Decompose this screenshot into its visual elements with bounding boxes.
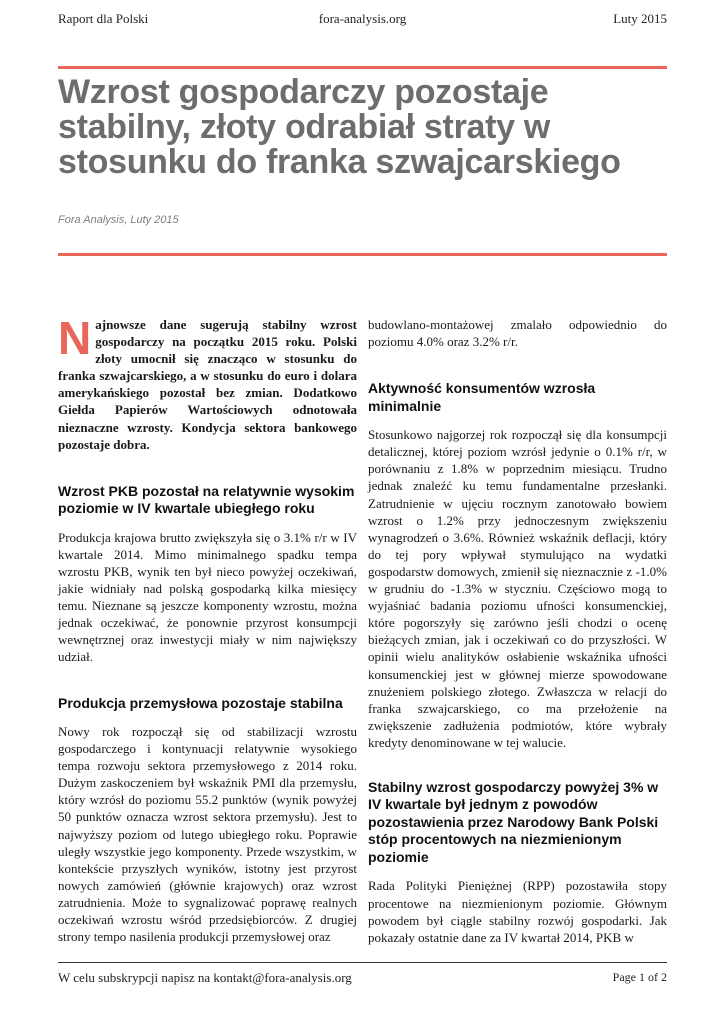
title-bottom-rule (58, 253, 667, 256)
page-title: Wzrost gospodarczy pozostaje stabilny, złoty odrabiał straty w stosunku do franka szwajcarskiego (58, 73, 621, 181)
header-report-label: Raport dla Polski (58, 11, 149, 26)
section-heading-rates: Stabilny wzrost gospodarczy powyżej 3% w IV kwartale był jednym z powodów pozostawienia przez Narodowy Bank Polski stóp procentowych na niezmienionym poziomie (368, 778, 659, 865)
section-body-industry-continued: budowlano-montażowej zmalało odpowiednio do poziomu 4.0% oraz 3.2% r/r. (368, 317, 667, 350)
section-heading-gdp: Wzrost PKB pozostał na relatywnie wysokim poziomie w IV kwartale ubiegłego roku (58, 482, 355, 517)
left-column (58, 312, 357, 945)
page-number: Page 1 of 2 (612, 970, 667, 984)
byline: Fora Analysis, Luty 2015 (58, 214, 179, 226)
header-date: Luty 2015 (613, 11, 667, 26)
section-body-industry: Nowy rok rozpoczął się od stabilizacji wzrostu gospodarczego i kontynuacji relatywnie wysokiego tempa rozwoju sektora przemysłowego z 2014 roku. Dużym zaskoczeniem był wskaźnik PMI dla przemysłu, który wzrósł do poziomu 55.2 punktów (wynik powyżej 50 punktów oznacza wzrost sektora przemysłu). Jest to najwyższy poziom od lutego ubiegłego roku. Poprawie uległy wszystkie jego komponenty. Przede wszystkim, w kontekście przyszłych wyników, istotny jest przyrost nowych zamówień (głównie krajowych) oraz wzrost zatrudnienia. Może to sygnalizować poprawę realnych oczekiwań wzrostu wśród przedsiębiorców. Z drugiej strony tempo nasilenia produkcji przemysłowej oraz (58, 724, 357, 945)
section-heading-consumers: Aktywność konsumentów wzrosła minimalnie (368, 380, 596, 414)
section-body-rates: Rada Polityki Pieniężnej (RPP) pozostawiła stopy procentowe na niezmienionym poziomie. Głównym powodem był ciągle stabilny rozwój gospodarki. Jak pokazały ostatnie dane za IV kwartał 2014, PKB w (368, 878, 667, 945)
section-body-gdp: Produkcja krajowa brutto zwiększyła się o 3.1% r/r w IV kwartale 2014. Mimo minimalnego spadku tempa wzrostu PKB, wynik ten był nieco powyżej oczekiwań, jakie widniały nad polską gospodarką kilka miesięcy temu. Nieznane są jeszcze komponenty wzrostu, można jednak oczekiwać, że ponownie przyrost konsumpcji wewnętrznej oraz inwestycji miały w nim największy udział. (58, 529, 357, 665)
lead-paragraph (58, 312, 357, 453)
section-heading-industry: Produkcja przemysłowa pozostaje stabilna (58, 694, 343, 711)
right-column (368, 316, 667, 946)
drop-cap: N (58, 312, 92, 364)
footer-rule (58, 962, 667, 963)
lead-text: ajnowsze dane sugerują stabilny wzrost gospodarczy na początku 2015 roku. Polski złoty umocnił się znacząco w stosunku do franka szwajcarskiego, a w stosunku do euro i dolara amerykańskiego pozostał bez zmian. Dodatkowo Giełda Papierów Wartościowych odnotowała nieznaczne wzrosty. Kondycja sektora bankowego pozostaje dobra. (58, 317, 357, 452)
header-site: fora-analysis.org (318, 11, 407, 26)
section-body-consumers: Stosunkowo najgorzej rok rozpoczął się dla konsumpcji detalicznej, której poziom wzrósł jedynie o 0.1% r/r, w porównaniu z 1.8% w poprzednim miesiącu. Trudno jednak znaleźć ku temu fundamentalne przesłanki. Zatrudnienie w ujęciu rocznym zanotowało bowiem wzrost o 1.2% przy jednoczesnym zwiększeniu wynagrodzeń o 3.6%. Również wskaźnik deflacji, który do tej pory wpływał stymulująco na wydatki gospodarstw domowych, zmienił się nieznacznie z -1.0% w grudniu do -1.3% w styczniu. Częściowo mogą to wyjaśniać badania poziomu ufności konsumenckiej, które pogorszyły się zarówno jeśli chodzi o ocenę bieżących zmian, jak i oczekiwań co do przyszłości. W opinii wielu analityków osłabienie wskaźnika ufności konsumenckiej jest w głównej mierze spowodowane znużeniem polskiego złotego. Zwłaszcza w relacji do franka szwajcarskiego, co ma przełożenie na zwiększenie zadłużenia podmiotów, które wybrały kredyty denominowane w tej walucie. (368, 427, 667, 750)
title-top-rule (58, 66, 667, 69)
footer-subscribe: W celu subskrypcji napisz na kontakt@fora-analysis.org (58, 970, 352, 985)
